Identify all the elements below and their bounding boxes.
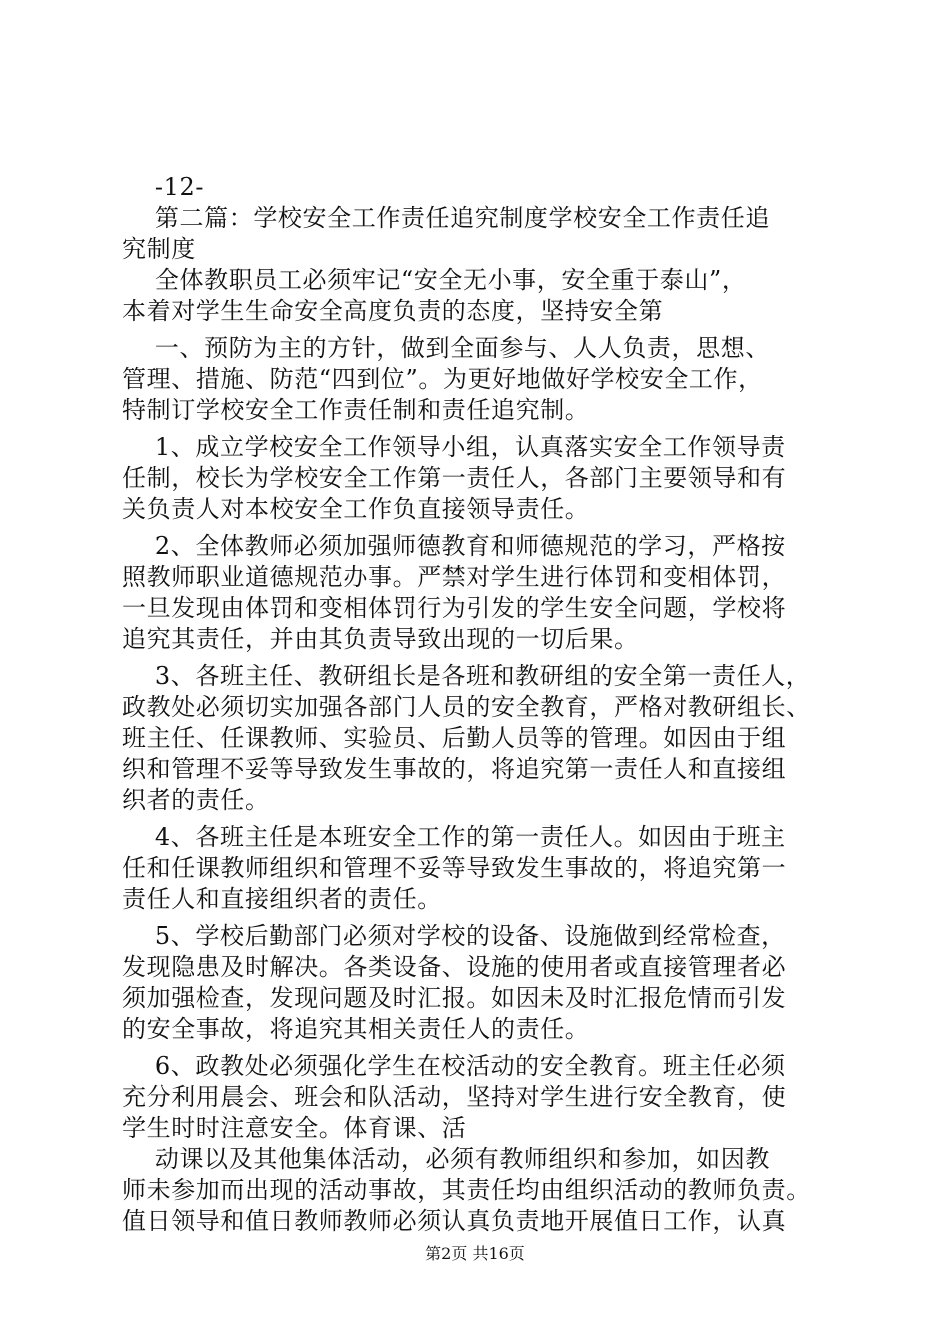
text-line: 值日领导和值日教师教师必须认真负责地开展值日工作，认真 bbox=[122, 1207, 787, 1235]
text-line: 班主任、任课教师、实验员、后勤人员等的管理。如因由于组 bbox=[122, 724, 787, 752]
paragraph bbox=[122, 921, 842, 1045]
text-line: 织者的责任。 bbox=[122, 786, 270, 814]
text-line: 一旦发现由体罚和变相体罚行为引发的学生安全问题，学校将 bbox=[122, 594, 787, 622]
text-line: 关负责人对本校安全工作负直接领导责任。 bbox=[122, 495, 590, 523]
text-line: 追究其责任，并由其负责导致出现的一切后果。 bbox=[122, 625, 639, 653]
text-line: 全体教职员工必须牢记“安全无小事，安全重于泰山”， bbox=[122, 266, 747, 294]
paragraph bbox=[122, 265, 842, 327]
text-line: 6、政教处必须强化学生在校活动的安全教育。班主任必须 bbox=[122, 1052, 786, 1080]
text-line: 学生时时注意安全。体育课、活 bbox=[122, 1114, 467, 1142]
text-line: -12- bbox=[122, 173, 205, 201]
text-line: 本着对学生生命安全高度负责的态度，坚持安全第 bbox=[122, 297, 664, 325]
text-line: 特制订学校安全工作责任制和责任追究制。 bbox=[122, 396, 590, 424]
text-line: 织和管理不妥等导致发生事故的，将追究第一责任人和直接组 bbox=[122, 755, 787, 783]
text-line: 政教处必须切实加强各部门人员的安全教育，严格对教研组长、 bbox=[122, 693, 811, 721]
paragraph bbox=[122, 822, 842, 915]
paragraph bbox=[122, 203, 842, 265]
paragraph bbox=[122, 432, 842, 525]
text-line: 第二篇：学校安全工作责任追究制度学校安全工作责任追 bbox=[122, 204, 770, 232]
paragraph bbox=[122, 1051, 842, 1144]
text-line: 2、全体教师必须加强师德教育和师德规范的学习，严格按 bbox=[122, 532, 786, 560]
text-line: 3、各班主任、教研组长是各班和教研组的安全第一责任人， bbox=[122, 662, 811, 690]
paragraph bbox=[122, 333, 842, 426]
text-line: 任和任课教师组织和管理不妥等导致发生事故的，将追究第一 bbox=[122, 854, 787, 882]
text-line: 一、预防为主的方针，做到全面参与、人人负责，思想、 bbox=[122, 334, 770, 362]
text-line: 5、学校后勤部门必须对学校的设备、设施做到经常检查， bbox=[122, 922, 786, 950]
text-line: 责任人和直接组织者的责任。 bbox=[122, 885, 442, 913]
paragraph bbox=[122, 172, 842, 203]
text-line: 任制，校长为学校安全工作第一责任人，各部门主要领导和有 bbox=[122, 464, 787, 492]
text-line: 4、各班主任是本班安全工作的第一责任人。如因由于班主 bbox=[122, 823, 786, 851]
paragraph bbox=[122, 661, 842, 816]
text-line: 充分利用晨会、班会和队活动，坚持对学生进行安全教育，使 bbox=[122, 1083, 787, 1111]
text-line: 照教师职业道德规范办事。严禁对学生进行体罚和变相体罚， bbox=[122, 563, 787, 591]
text-line: 1、成立学校安全工作领导小组，认真落实安全工作领导责 bbox=[122, 433, 786, 461]
paragraph bbox=[122, 531, 842, 655]
text-line: 师未参加而出现的活动事故，其责任均由组织活动的教师负责。 bbox=[122, 1176, 811, 1204]
page-footer: 第2页 共16页 bbox=[425, 1244, 525, 1263]
text-line: 的安全事故，将追究其相关责任人的责任。 bbox=[122, 1015, 590, 1043]
text-line: 管理、措施、防范“四到位”。为更好地做好学校安全工作， bbox=[122, 365, 763, 393]
text-line: 动课以及其他集体活动，必须有教师组织和参加，如因教 bbox=[122, 1145, 770, 1173]
text-line: 究制度 bbox=[122, 235, 196, 263]
document-body bbox=[122, 172, 842, 1237]
text-line: 须加强检查，发现问题及时汇报。如因未及时汇报危情而引发 bbox=[122, 984, 787, 1012]
text-line: 发现隐患及时解决。各类设备、设施的使用者或直接管理者必 bbox=[122, 953, 787, 981]
paragraph bbox=[122, 1144, 842, 1237]
